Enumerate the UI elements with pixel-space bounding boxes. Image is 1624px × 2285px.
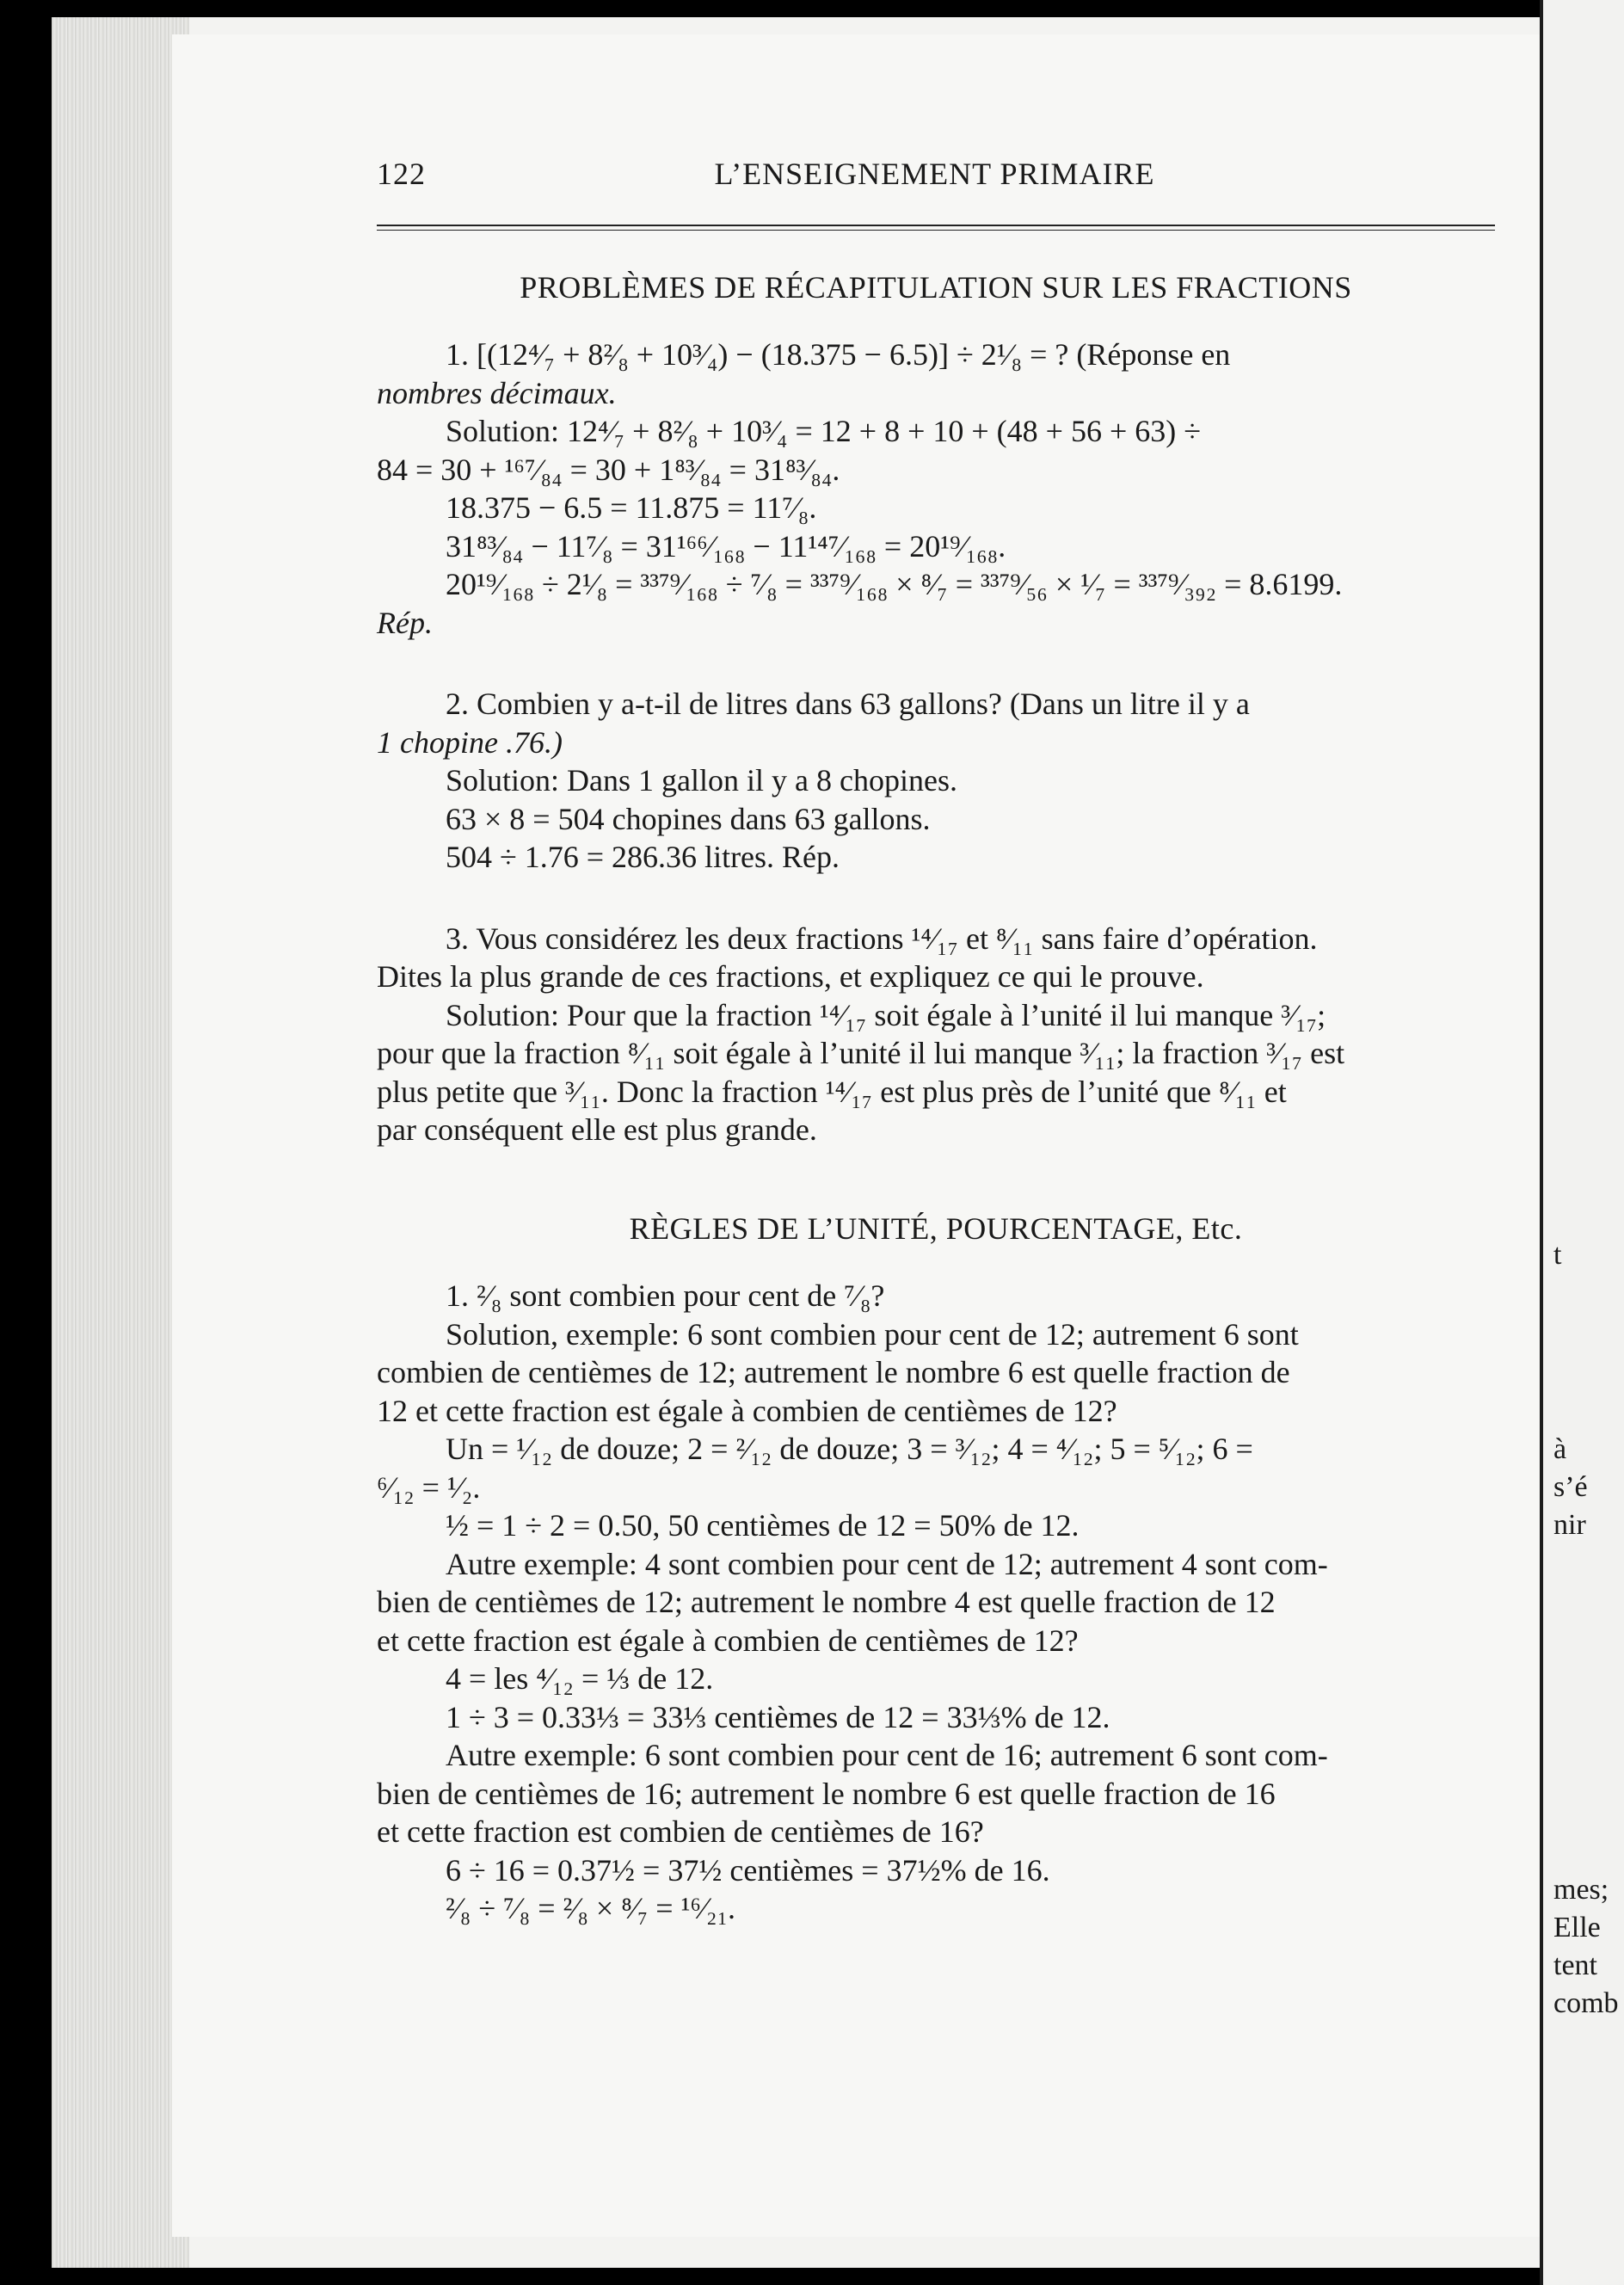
text-line: 504 ÷ 1.76 = 286.36 litres. Rép.: [446, 840, 840, 874]
next-page-fragment: à: [1553, 1433, 1567, 1465]
text-line: par conséquent elle est plus grande.: [377, 1112, 817, 1147]
section-title: PROBLÈMES DE RÉCAPITULATION SUR LES FRACTIONS: [520, 269, 1352, 305]
page-content: [377, 155, 1495, 1971]
problem-2: [377, 685, 1495, 877]
text-line: Rép.: [377, 605, 433, 640]
next-page-fragment: Elle: [1553, 1912, 1601, 1943]
text-line: Solution: Dans 1 gallon il y a 8 chopines.: [446, 763, 957, 798]
header-rule: [377, 225, 1495, 231]
text-line: Autre exemple: 6 sont combien pour cent de 16; autrement 6 sont com-: [446, 1738, 1328, 1772]
next-page-edge: [1540, 0, 1624, 2285]
text-line: Dites la plus grande de ces fractions, et expliquez ce qui le prouve.: [377, 959, 1204, 994]
text-line: pour que la fraction ⁸⁄₁₁ soit égale à l’unité il lui manque ³⁄₁₁; la fraction ³⁄₁₇ est: [377, 1036, 1345, 1070]
text-line: ½ = 1 ÷ 2 = 0.50, 50 centièmes de 12 = 50% de 12.: [446, 1508, 1080, 1543]
next-page-fragment: tent: [1553, 1949, 1597, 1981]
text-line: et cette fraction est égale à combien de centièmes de 12?: [377, 1623, 1079, 1658]
text-line: 6 ÷ 16 = 0.37½ = 37½ centièmes = 37½% de 16.: [446, 1852, 1050, 1888]
next-page-fragment: mes;: [1553, 1874, 1609, 1906]
text-line: Autre exemple: 4 sont combien pour cent de 12; autrement 4 sont com-: [446, 1546, 1328, 1581]
text-line: plus petite que ³⁄₁₁. Donc la fraction ¹⁴⁄₁₇ est plus près de l’unité que ⁸⁄₁₁ et: [377, 1074, 1287, 1109]
text-line: 1. [(12⁴⁄₇ + 8²⁄₈ + 10³⁄₄) − (18.375 − 6.5)] ÷ 2¹⁄₈ = ? (Réponse en: [446, 337, 1231, 372]
text-line: Solution: Pour que la fraction ¹⁴⁄₁₇ soit égale à l’unité il lui manque ³⁄₁₇;: [446, 997, 1326, 1032]
section-title: RÈGLES DE L’UNITÉ, POURCENTAGE, Etc.: [629, 1210, 1243, 1246]
running-title: L’ENSEIGNEMENT PRIMAIRE: [714, 157, 1155, 191]
text-line: 31⁸³⁄₈₄ − 11⁷⁄₈ = 31¹⁶⁶⁄₁₆₈ − 11¹⁴⁷⁄₁₆₈ = 20¹⁹⁄₁₆₈.: [446, 528, 1006, 564]
text-line: bien de centièmes de 16; autrement le nombre 6 est quelle fraction de 16: [377, 1776, 1276, 1811]
text-line: combien de centièmes de 12; autrement le nombre 6 est quelle fraction de: [377, 1355, 1290, 1389]
text-line: nombres décimaux.: [377, 375, 617, 410]
page-edges: [52, 17, 189, 2268]
text-line: 1 ÷ 3 = 0.33⅓ = 33⅓ centièmes de 12 = 33⅓% de 12.: [446, 1699, 1110, 1734]
text-line: 63 × 8 = 504 chopines dans 63 gallons.: [446, 801, 931, 836]
problem-1: [377, 336, 1495, 642]
text-line: 4 = les ⁴⁄₁₂ = ⅓ de 12.: [446, 1661, 714, 1696]
next-page-fragment: s’é: [1553, 1471, 1588, 1503]
page-header: [377, 155, 1495, 194]
text-line: Un = ¹⁄₁₂ de douze; 2 = ²⁄₁₂ de douze; 3 = ³⁄₁₂; 4 = ⁴⁄₁₂; 5 = ⁵⁄₁₂; 6 =: [446, 1432, 1253, 1466]
text-line: Solution: 12⁴⁄₇ + 8²⁄₈ + 10³⁄₄ = 12 + 8 + 10 + (48 + 56 + 63) ÷: [446, 414, 1202, 448]
text-line: 84 = 30 + ¹⁶⁷⁄₈₄ = 30 + 1⁸³⁄₈₄ = 31⁸³⁄₈₄.: [377, 452, 840, 487]
text-line: et cette fraction est combien de centièmes de 16?: [377, 1814, 984, 1849]
percentage-problem-1: [377, 1277, 1495, 1928]
next-page-fragment: t: [1553, 1239, 1562, 1271]
text-line: 18.375 − 6.5 = 11.875 = 11⁷⁄₈.: [446, 490, 817, 525]
problem-3: [377, 920, 1495, 1149]
next-page-fragment: nir: [1553, 1509, 1586, 1541]
text-line: 20¹⁹⁄₁₆₈ ÷ 2¹⁄₈ = ³³⁷⁹⁄₁₆₈ ÷ ⁷⁄₈ = ³³⁷⁹⁄₁₆₈ × ⁸⁄₇ = ³³⁷⁹⁄₅₆ × ¹⁄₇ = ³³⁷⁹⁄₃₉₂ = 8.6199.: [446, 567, 1343, 601]
text-line: 3. Vous considérez les deux fractions ¹⁴⁄₁₇ et ⁸⁄₁₁ sans faire d’opération.: [446, 921, 1318, 956]
page-number: 122: [377, 157, 426, 191]
next-page-fragment: comb: [1553, 1987, 1619, 2019]
text-line: 2. Combien y a-t-il de litres dans 63 gallons? (Dans un litre il y a: [446, 687, 1250, 721]
text-line: 1. ²⁄₈ sont combien pour cent de ⁷⁄₈?: [446, 1278, 885, 1313]
text-line: ²⁄₈ ÷ ⁷⁄₈ = ²⁄₈ × ⁸⁄₇ = ¹⁶⁄₂₁.: [446, 1891, 736, 1925]
text-line: Solution, exemple: 6 sont combien pour cent de 12; autrement 6 sont: [446, 1316, 1299, 1352]
text-line: 1 chopine .76.): [377, 724, 563, 760]
text-line: bien de centièmes de 12; autrement le nombre 4 est quelle fraction de 12: [377, 1585, 1276, 1619]
text-line: 12 et cette fraction est égale à combien de centièmes de 12?: [377, 1393, 1117, 1428]
text-line: ⁶⁄₁₂ = ¹⁄₂.: [377, 1469, 481, 1505]
